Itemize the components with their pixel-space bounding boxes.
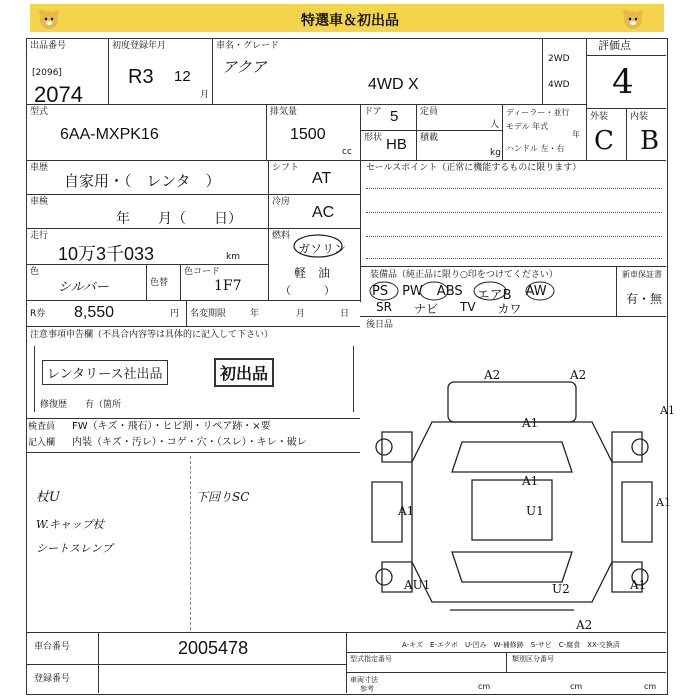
mileage-unit: km bbox=[226, 252, 240, 262]
shift-value: AT bbox=[312, 170, 332, 187]
handwritten-line4: 下回りSC bbox=[196, 490, 250, 504]
displacement-label: 排気量 bbox=[270, 107, 298, 117]
score-label: 評価点 bbox=[598, 39, 631, 52]
dims-cm-2: cm bbox=[570, 682, 583, 691]
dealer-year-unit: 年 bbox=[572, 130, 580, 139]
drive-2wd: 2WD bbox=[548, 54, 570, 64]
diag-mark-a1-right-front: A1 bbox=[660, 404, 675, 417]
inspector-label-1: 検査員 bbox=[28, 422, 56, 432]
inspection-label: 車検 bbox=[30, 197, 49, 207]
dealer-label: ディーラー・並行 bbox=[506, 108, 570, 117]
recycle-value: 8,550 bbox=[74, 304, 115, 321]
shape-value: HB bbox=[386, 136, 407, 153]
dealer-model-year: モデル 年式 bbox=[506, 122, 549, 131]
fuel-paren: （ ） bbox=[280, 285, 335, 297]
history-label: 車歴 bbox=[30, 163, 49, 173]
name-change-label: 名変期限 bbox=[190, 309, 227, 319]
registration-label: 初度登録年月 bbox=[112, 41, 167, 51]
doors-value: 5 bbox=[390, 108, 399, 125]
inspector-label-2: 記入欄 bbox=[28, 438, 56, 448]
registration-month-unit: 月 bbox=[200, 90, 210, 100]
score-ext-label: 外装 bbox=[590, 112, 609, 122]
bear-logo-right bbox=[622, 8, 644, 30]
dims-label: 車両寸法 bbox=[350, 676, 378, 684]
dims-cm-1: cm bbox=[478, 682, 491, 691]
recycle-label: R券 bbox=[30, 309, 46, 319]
displacement-value: 1500 bbox=[290, 126, 326, 143]
diag-mark-a1-right-rear: A1 bbox=[630, 578, 647, 592]
score-ext: C bbox=[594, 126, 614, 156]
dealer-handle: ハンドル 左・右 bbox=[506, 144, 565, 153]
equipment-row2 bbox=[376, 300, 616, 317]
lot-number: 2074 bbox=[34, 82, 83, 107]
chassis-value: 2005478 bbox=[178, 638, 249, 658]
equip-ps: PS bbox=[372, 284, 389, 299]
handwritten-line3: シートスレンプ bbox=[36, 542, 113, 555]
equip-sr: SR bbox=[376, 300, 392, 314]
handwritten-line2: W.キャップ杖 bbox=[36, 518, 104, 531]
inspector-row2: 内装（キズ・汚レ）・コゲ・穴・（スレ）・キレ・破レ bbox=[72, 437, 307, 448]
model-label: 車名・グレード bbox=[216, 41, 280, 51]
lot-label: 出品番号 bbox=[30, 41, 67, 51]
model-name: アクア bbox=[222, 58, 267, 76]
name-change-day: 日 bbox=[340, 309, 350, 319]
aircon-value: AC bbox=[312, 204, 335, 221]
equip-airbag: エアB bbox=[476, 288, 512, 303]
colorcode-label: 色コード bbox=[184, 267, 221, 277]
colorcode-value: 1F7 bbox=[214, 278, 242, 294]
name-change-month: 月 bbox=[296, 309, 306, 319]
equip-navi: ナビ bbox=[413, 302, 438, 316]
header-title: 特選車＆初出品 bbox=[301, 13, 399, 29]
color-value: シルバー bbox=[58, 280, 109, 295]
history-value: 自家用・（ レンタ ） bbox=[64, 173, 221, 190]
drive-4wd: 4WD bbox=[548, 80, 570, 90]
mileage-label: 走行 bbox=[30, 231, 49, 241]
color-change-label: 色替 bbox=[150, 278, 169, 288]
dims-ref: 参考 bbox=[360, 685, 374, 693]
score-value: 4 bbox=[612, 62, 634, 102]
equip-abs: ABS bbox=[436, 284, 463, 299]
reg-number-label: 登録番号 bbox=[34, 674, 71, 684]
inspection-value: 年 月（ 日） bbox=[116, 210, 242, 226]
class-label: 類別区分番号 bbox=[512, 655, 554, 663]
diag-mark-a2-top-right: A2 bbox=[570, 368, 587, 382]
type-label: 型式 bbox=[30, 107, 49, 117]
equipment-label: 装備品（純正品に限り○印をつけてください） bbox=[370, 270, 558, 280]
diag-mark-a1-hood: A1 bbox=[522, 416, 539, 430]
sales-point-label: セールスポイント（正常に機能するものに限ります） bbox=[366, 163, 582, 173]
shape-label: 形状 bbox=[364, 133, 383, 143]
stamp-first: 初出品 bbox=[214, 358, 274, 387]
diag-mark-a1-right-side: A1 bbox=[656, 496, 671, 509]
name-change-year: 年 bbox=[250, 309, 260, 319]
score-int-label: 内装 bbox=[630, 112, 649, 122]
model-grade: 4WD X bbox=[368, 76, 419, 93]
type-designation-label: 型式指定番号 bbox=[350, 655, 392, 663]
registration-month: 12 bbox=[174, 68, 191, 85]
diag-mark-au1-left-rear: AU1 bbox=[404, 578, 431, 592]
diag-mark-a1-roof: A1 bbox=[522, 474, 539, 488]
rear-seat-label: 後日品 bbox=[366, 320, 394, 330]
doors-label: ドア bbox=[364, 107, 382, 117]
equip-aw: AW bbox=[525, 284, 547, 299]
equip-tv: TV bbox=[459, 300, 476, 314]
notes-label: 注意事項申告欄（不具合内容等は具体的に記入して下さい） bbox=[30, 330, 274, 340]
fuel-gas: ガソリン bbox=[298, 242, 347, 256]
displacement-unit: cc bbox=[342, 147, 352, 157]
equip-leather: カワ bbox=[497, 302, 522, 316]
warranty-value: 有・無 bbox=[626, 292, 663, 306]
capacity-unit: 人 bbox=[490, 120, 500, 130]
handwritten-line1: 杖U bbox=[36, 490, 60, 505]
equipment-circle-marks bbox=[368, 280, 578, 302]
diag-mark-a2-rear: A2 bbox=[576, 618, 593, 632]
color-label: 色 bbox=[30, 267, 40, 277]
diagram-legend: A-キズ E-エクボ U-凹み W-補修跡 S-サビ C-腐食 XX-交換済 bbox=[402, 641, 620, 649]
warranty-label: 新車保証書 bbox=[622, 270, 662, 279]
mileage-value: 10万3千033 bbox=[58, 244, 155, 264]
load-unit: kg bbox=[490, 148, 501, 158]
recycle-unit: 円 bbox=[170, 309, 180, 319]
score-int: B bbox=[640, 126, 660, 156]
shift-label: シフト bbox=[272, 163, 300, 173]
bear-logo-left bbox=[38, 8, 60, 30]
chassis-label: 車台番号 bbox=[34, 642, 71, 652]
lot-small: [2096] bbox=[32, 68, 62, 78]
repair-history: 修復歴 有（箇所 bbox=[40, 400, 122, 410]
diag-mark-u2-rear: U2 bbox=[552, 582, 570, 596]
capacity-label: 定員 bbox=[420, 107, 439, 117]
stamp-rental: レンタリース社出品 bbox=[42, 360, 168, 385]
diag-mark-u1-roof: U1 bbox=[526, 504, 544, 518]
diag-mark-a2-top-left: A2 bbox=[484, 368, 501, 382]
inspector-row1: FW（キズ・飛石）・ヒビ割・リペア跡・×要 bbox=[72, 421, 271, 432]
diag-mark-a1-left-side: A1 bbox=[398, 504, 415, 518]
type-value: 6AA-MXPK16 bbox=[60, 126, 159, 143]
equip-pw: PW bbox=[402, 284, 423, 299]
dims-cm-3: cm bbox=[644, 682, 657, 691]
fuel-diesel: 軽 油 bbox=[294, 266, 331, 280]
load-label: 積載 bbox=[420, 133, 439, 143]
registration-year: R3 bbox=[128, 66, 154, 88]
aircon-label: 冷房 bbox=[272, 197, 291, 207]
fuel-label: 燃料 bbox=[272, 231, 291, 241]
